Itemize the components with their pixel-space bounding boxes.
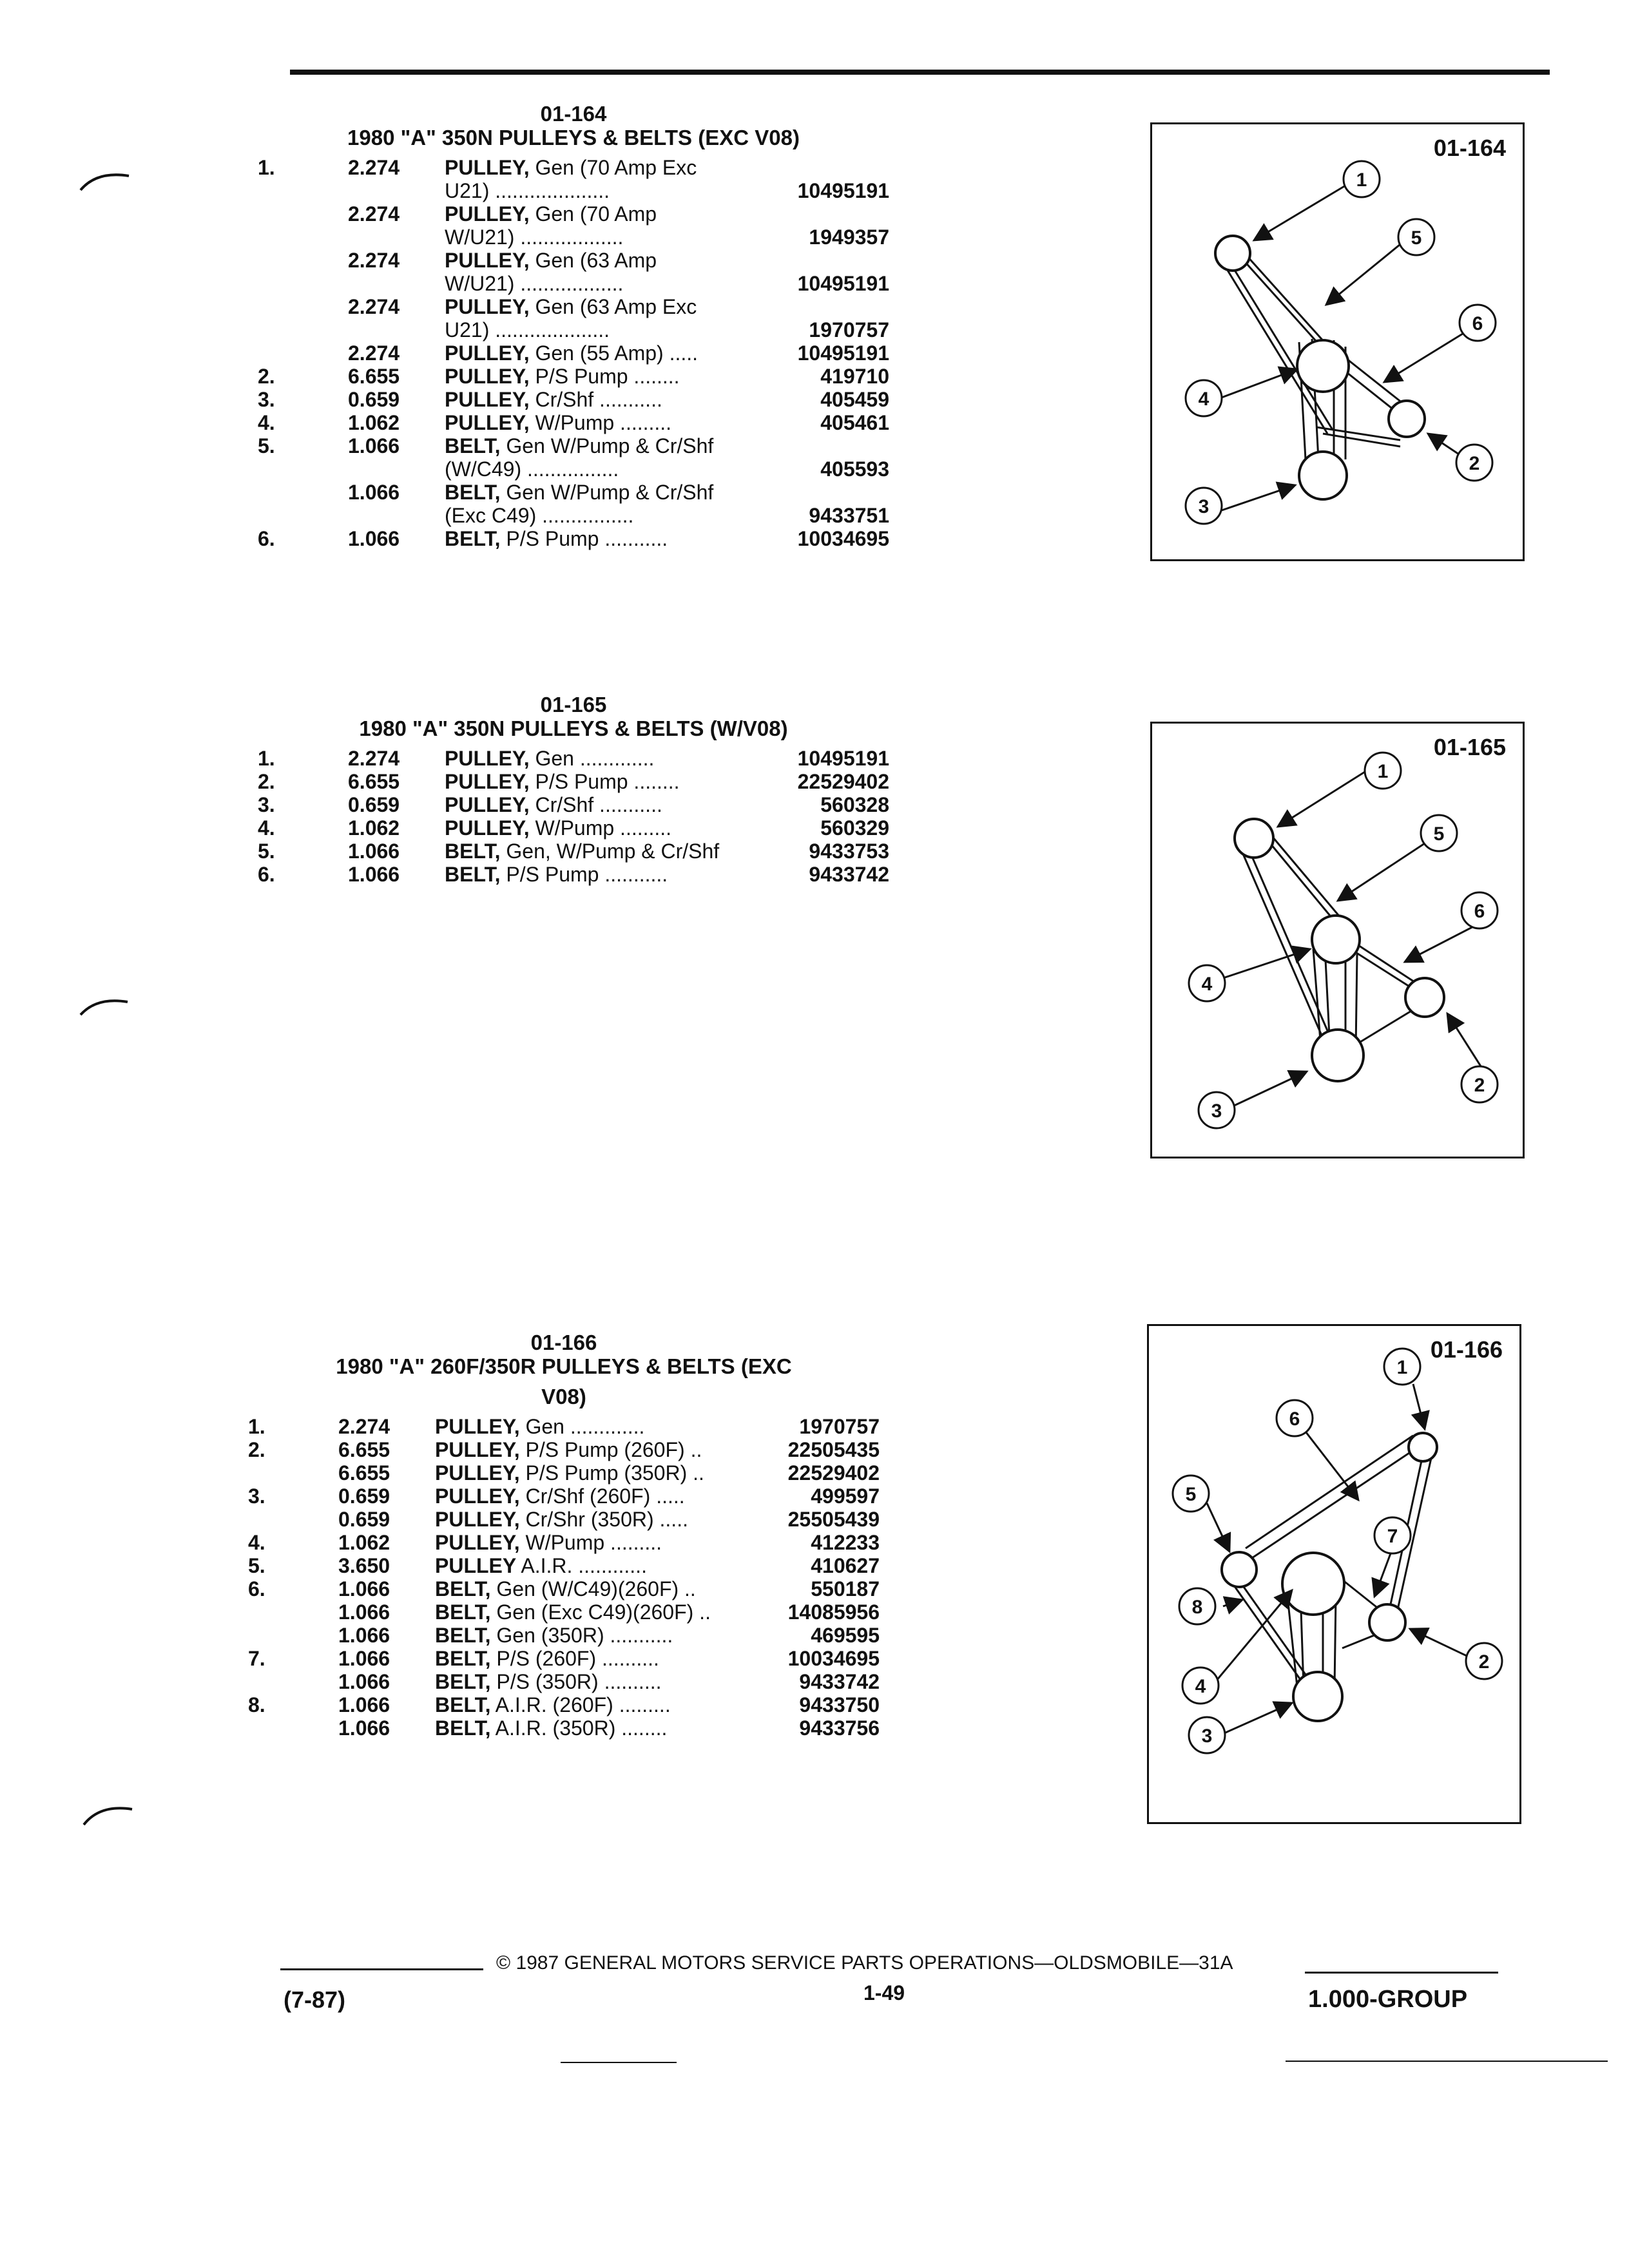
part-row [258, 747, 889, 770]
callout-label: 6 [1289, 1408, 1300, 1430]
callout-label: 1 [1356, 169, 1367, 191]
callout-label: 5 [1411, 227, 1422, 249]
callout-label: 2 [1474, 1075, 1485, 1096]
part-detail: Gen (W/C49)(260F) .. [490, 1577, 696, 1600]
part-number: 10495191 [797, 341, 889, 365]
part-detail: Gen W/Pump & Cr/Shf [500, 434, 714, 457]
group-number: 2.274 [348, 156, 400, 179]
part-type: BELT, [435, 1670, 491, 1693]
callout-label: 3 [1211, 1100, 1222, 1122]
part-row [258, 156, 889, 202]
part-type: BELT, [435, 1577, 491, 1600]
item-number: 3. [258, 388, 275, 411]
group-number: 0.659 [348, 793, 400, 816]
callout-label: 8 [1191, 1597, 1203, 1618]
part-type: PULLEY, [445, 341, 530, 365]
item-number: 1. [248, 1415, 265, 1438]
part-number: 499597 [811, 1485, 880, 1508]
section-01-166 [248, 1331, 880, 1740]
part-type: BELT, [435, 1647, 491, 1670]
revision-date: (7-87) [284, 1986, 346, 2013]
part-type: BELT, [445, 481, 501, 504]
figure-code: 01-164 [1433, 135, 1506, 161]
callout-label: 7 [1387, 1526, 1398, 1547]
section-title: 1980 "A" 350N PULLEYS & BELTS (EXC V08) [347, 126, 800, 149]
section-code: 01-166 [530, 1331, 597, 1354]
parts-list [258, 156, 889, 550]
group-number: 0.659 [338, 1508, 390, 1531]
section-code: 01-164 [540, 102, 607, 126]
part-number: 9433753 [809, 840, 889, 863]
part-detail: P/S Pump ........ [529, 365, 680, 388]
part-row [248, 1485, 880, 1508]
callout-label: 3 [1198, 496, 1210, 517]
item-number: 6. [258, 527, 275, 550]
part-row [248, 1531, 880, 1554]
part-type: BELT, [435, 1693, 491, 1716]
item-number: 5. [248, 1554, 265, 1577]
part-row [248, 1624, 880, 1647]
figure-01-165 [1150, 722, 1525, 1158]
section-code: 01-165 [540, 693, 607, 716]
item-number: 4. [258, 411, 275, 434]
part-number: 10495191 [797, 747, 889, 770]
part-type: BELT, [445, 863, 501, 886]
part-row [258, 295, 889, 341]
part-number: 412233 [811, 1531, 880, 1554]
callout-label: 4 [1201, 974, 1213, 995]
part-number: 405459 [820, 388, 889, 411]
part-row [248, 1554, 880, 1577]
item-number: 1. [258, 156, 275, 179]
callout-label: 1 [1396, 1357, 1408, 1378]
group-number: 1.066 [348, 481, 400, 504]
part-detail-cont: U21) .................... [445, 318, 610, 341]
part-row [258, 341, 889, 365]
part-row [248, 1438, 880, 1461]
part-detail-cont: W/U21) .................. [445, 272, 624, 295]
footer-rule-left [280, 1968, 483, 1970]
part-number: 419710 [820, 365, 889, 388]
group-number: 1.066 [338, 1716, 390, 1740]
callout-label: 4 [1198, 389, 1210, 410]
item-number: 8. [248, 1693, 265, 1716]
part-type: BELT, [445, 434, 501, 457]
group-number: 3.650 [338, 1554, 390, 1577]
part-detail: Gen (55 Amp) ..... [529, 341, 699, 365]
part-detail: A.I.R. (260F) ......... [490, 1693, 671, 1716]
margin-mark [81, 1798, 139, 1830]
part-type: PULLEY, [435, 1485, 520, 1508]
part-detail: W/Pump ......... [529, 411, 672, 434]
group-number: 1.066 [348, 527, 400, 550]
part-detail: Cr/Shf ........... [529, 388, 662, 411]
part-row [248, 1508, 880, 1531]
part-type: PULLEY, [435, 1415, 520, 1438]
part-type: BELT, [435, 1716, 491, 1740]
part-number: 14085956 [787, 1600, 880, 1624]
item-number: 2. [258, 365, 275, 388]
part-number: 10034695 [797, 527, 889, 550]
group-label: 1.000-GROUP [1308, 1986, 1468, 2013]
part-row [258, 770, 889, 793]
part-row [258, 793, 889, 816]
part-row [248, 1600, 880, 1624]
part-number: 9433742 [799, 1670, 880, 1693]
copyright-line: © 1987 GENERAL MOTORS SERVICE PARTS OPERATIONS—OLDSMOBILE—31A [496, 1952, 1233, 1974]
figure-01-166 [1147, 1324, 1521, 1824]
group-number: 2.274 [348, 249, 400, 272]
item-number: 5. [258, 434, 275, 457]
part-type: PULLEY, [445, 793, 530, 816]
part-detail-cont: W/U21) .................. [445, 226, 624, 249]
group-number: 6.655 [348, 770, 400, 793]
group-number: 1.062 [348, 411, 400, 434]
part-row [258, 202, 889, 249]
part-row [258, 816, 889, 840]
part-row [258, 388, 889, 411]
section-01-165 [258, 693, 889, 886]
part-type: BELT, [445, 840, 501, 863]
part-detail: A.I.R. ............ [516, 1554, 647, 1577]
group-number: 2.274 [348, 341, 400, 365]
group-number: 2.274 [338, 1415, 390, 1438]
part-number: 9433742 [809, 863, 889, 886]
item-number: 3. [248, 1485, 265, 1508]
part-number: 469595 [811, 1624, 880, 1647]
part-row [248, 1716, 880, 1740]
part-number: 9433751 [809, 504, 889, 527]
part-number: 1949357 [809, 226, 889, 249]
part-row [248, 1647, 880, 1670]
group-number: 1.066 [348, 434, 400, 457]
figure-code: 01-165 [1433, 734, 1506, 760]
part-detail: P/S Pump ........... [500, 527, 668, 550]
part-row [248, 1693, 880, 1716]
group-number: 1.066 [348, 863, 400, 886]
part-detail: P/S Pump ........ [529, 770, 680, 793]
part-number: 10034695 [787, 1647, 880, 1670]
part-detail: Gen (63 Amp Exc [529, 295, 697, 318]
part-detail: Gen ............. [529, 747, 655, 770]
group-number: 6.655 [338, 1461, 390, 1485]
part-type: BELT, [445, 527, 501, 550]
part-detail: P/S (260F) .......... [490, 1647, 659, 1670]
part-row [258, 840, 889, 863]
item-number: 4. [248, 1531, 265, 1554]
part-type: PULLEY, [435, 1461, 520, 1485]
part-type: PULLEY, [445, 156, 530, 179]
part-number: 25505439 [787, 1508, 880, 1531]
part-type: PULLEY [435, 1554, 517, 1577]
part-detail: Gen W/Pump & Cr/Shf [500, 481, 714, 504]
part-type: PULLEY, [435, 1531, 520, 1554]
group-number: 1.066 [338, 1647, 390, 1670]
callout-label: 5 [1185, 1484, 1197, 1505]
part-number: 1970757 [799, 1415, 880, 1438]
belt-diagram [1149, 1326, 1519, 1822]
part-detail-cont: (Exc C49) ................ [445, 504, 634, 527]
group-number: 1.062 [348, 816, 400, 840]
part-type: PULLEY, [445, 365, 530, 388]
part-number: 22529402 [797, 770, 889, 793]
part-detail: P/S Pump (260F) .. [519, 1438, 702, 1461]
part-type: PULLEY, [445, 747, 530, 770]
part-row [258, 481, 889, 527]
part-row [248, 1670, 880, 1693]
part-detail: Gen ............. [519, 1415, 645, 1438]
part-number: 410627 [811, 1554, 880, 1577]
part-row [258, 249, 889, 295]
item-number: 2. [248, 1438, 265, 1461]
part-row [258, 863, 889, 886]
group-number: 2.274 [348, 295, 400, 318]
group-number: 0.659 [348, 388, 400, 411]
part-type: PULLEY, [435, 1438, 520, 1461]
callout-label: 1 [1377, 761, 1389, 782]
callout-label: 2 [1478, 1651, 1490, 1673]
part-row [258, 527, 889, 550]
part-type: PULLEY, [445, 249, 530, 272]
group-number: 0.659 [338, 1485, 390, 1508]
part-type: PULLEY, [445, 770, 530, 793]
part-detail: Gen (63 Amp [529, 249, 657, 272]
group-number: 1.066 [338, 1577, 390, 1600]
part-detail: A.I.R. (350R) ........ [490, 1716, 668, 1740]
item-number: 3. [258, 793, 275, 816]
part-detail-cont: U21) .................... [445, 179, 610, 202]
parts-list [258, 747, 889, 886]
part-type: BELT, [435, 1600, 491, 1624]
part-detail: W/Pump ......... [519, 1531, 662, 1554]
part-detail: Cr/Shf ........... [529, 793, 662, 816]
group-number: 6.655 [338, 1438, 390, 1461]
group-number: 1.066 [348, 840, 400, 863]
callout-label: 6 [1474, 901, 1485, 922]
item-number: 2. [258, 770, 275, 793]
group-number: 1.062 [338, 1531, 390, 1554]
group-number: 1.066 [338, 1693, 390, 1716]
part-number: 560329 [820, 816, 889, 840]
part-detail: Gen (Exc C49)(260F) .. [490, 1600, 711, 1624]
group-number: 2.274 [348, 202, 400, 226]
top-rule [290, 70, 1550, 75]
part-type: PULLEY, [435, 1508, 520, 1531]
bottom-rule-left [561, 2062, 677, 2063]
part-number: 1970757 [809, 318, 889, 341]
part-type: PULLEY, [445, 388, 530, 411]
part-row [248, 1577, 880, 1600]
part-detail: Cr/Shr (350R) ..... [519, 1508, 688, 1531]
part-row [258, 411, 889, 434]
item-number: 1. [258, 747, 275, 770]
part-number: 10495191 [797, 272, 889, 295]
part-number: 22529402 [787, 1461, 880, 1485]
part-type: PULLEY, [445, 295, 530, 318]
section-01-164 [258, 102, 889, 550]
part-row [248, 1461, 880, 1485]
section-title-cont: V08) [541, 1385, 586, 1408]
callout-label: 5 [1433, 823, 1445, 845]
part-number: 405461 [820, 411, 889, 434]
item-number: 4. [258, 816, 275, 840]
part-type: PULLEY, [445, 202, 530, 226]
part-row [248, 1415, 880, 1438]
callout-label: 4 [1195, 1676, 1206, 1697]
item-number: 7. [248, 1647, 265, 1670]
group-number: 1.066 [338, 1670, 390, 1693]
part-detail: Gen (70 Amp [529, 202, 657, 226]
part-number: 10495191 [797, 179, 889, 202]
callout-label: 6 [1472, 313, 1483, 334]
part-detail: Cr/Shf (260F) ..... [519, 1485, 685, 1508]
part-detail: P/S (350R) .......... [490, 1670, 662, 1693]
group-number: 2.274 [348, 747, 400, 770]
figure-code: 01-166 [1430, 1336, 1503, 1363]
part-type: BELT, [435, 1624, 491, 1647]
group-number: 1.066 [338, 1600, 390, 1624]
part-type: PULLEY, [445, 816, 530, 840]
part-detail: Gen (350R) ........... [490, 1624, 673, 1647]
item-number: 5. [258, 840, 275, 863]
belt-diagram [1152, 124, 1523, 559]
group-number: 1.066 [338, 1624, 390, 1647]
part-number: 9433750 [799, 1693, 880, 1716]
section-title: 1980 "A" 350N PULLEYS & BELTS (W/V08) [359, 716, 788, 740]
footer-rule-right [1305, 1972, 1498, 1974]
part-detail: P/S Pump ........... [500, 863, 668, 886]
item-number: 6. [248, 1577, 265, 1600]
part-number: 550187 [811, 1577, 880, 1600]
belt-diagram [1152, 724, 1523, 1157]
part-number: 9433756 [799, 1716, 880, 1740]
part-row [258, 434, 889, 481]
callout-label: 2 [1469, 453, 1480, 474]
part-number: 560328 [820, 793, 889, 816]
bottom-rule-right [1286, 2061, 1608, 2062]
part-detail: Gen, W/Pump & Cr/Shf [500, 840, 720, 863]
item-number: 6. [258, 863, 275, 886]
part-detail: Gen (70 Amp Exc [529, 156, 697, 179]
part-detail-cont: (W/C49) ................ [445, 457, 619, 481]
part-type: PULLEY, [445, 411, 530, 434]
part-detail: W/Pump ......... [529, 816, 672, 840]
callout-label: 3 [1201, 1725, 1213, 1747]
page-number: 1-49 [863, 1981, 905, 2004]
parts-list [248, 1415, 880, 1740]
figure-01-164 [1150, 122, 1525, 561]
part-detail: P/S Pump (350R) .. [519, 1461, 704, 1485]
margin-mark [77, 164, 135, 197]
section-title: 1980 "A" 260F/350R PULLEYS & BELTS (EXC [336, 1354, 792, 1378]
margin-mark [77, 989, 135, 1021]
part-row [258, 365, 889, 388]
part-number: 405593 [820, 457, 889, 481]
part-number: 22505435 [787, 1438, 880, 1461]
group-number: 6.655 [348, 365, 400, 388]
